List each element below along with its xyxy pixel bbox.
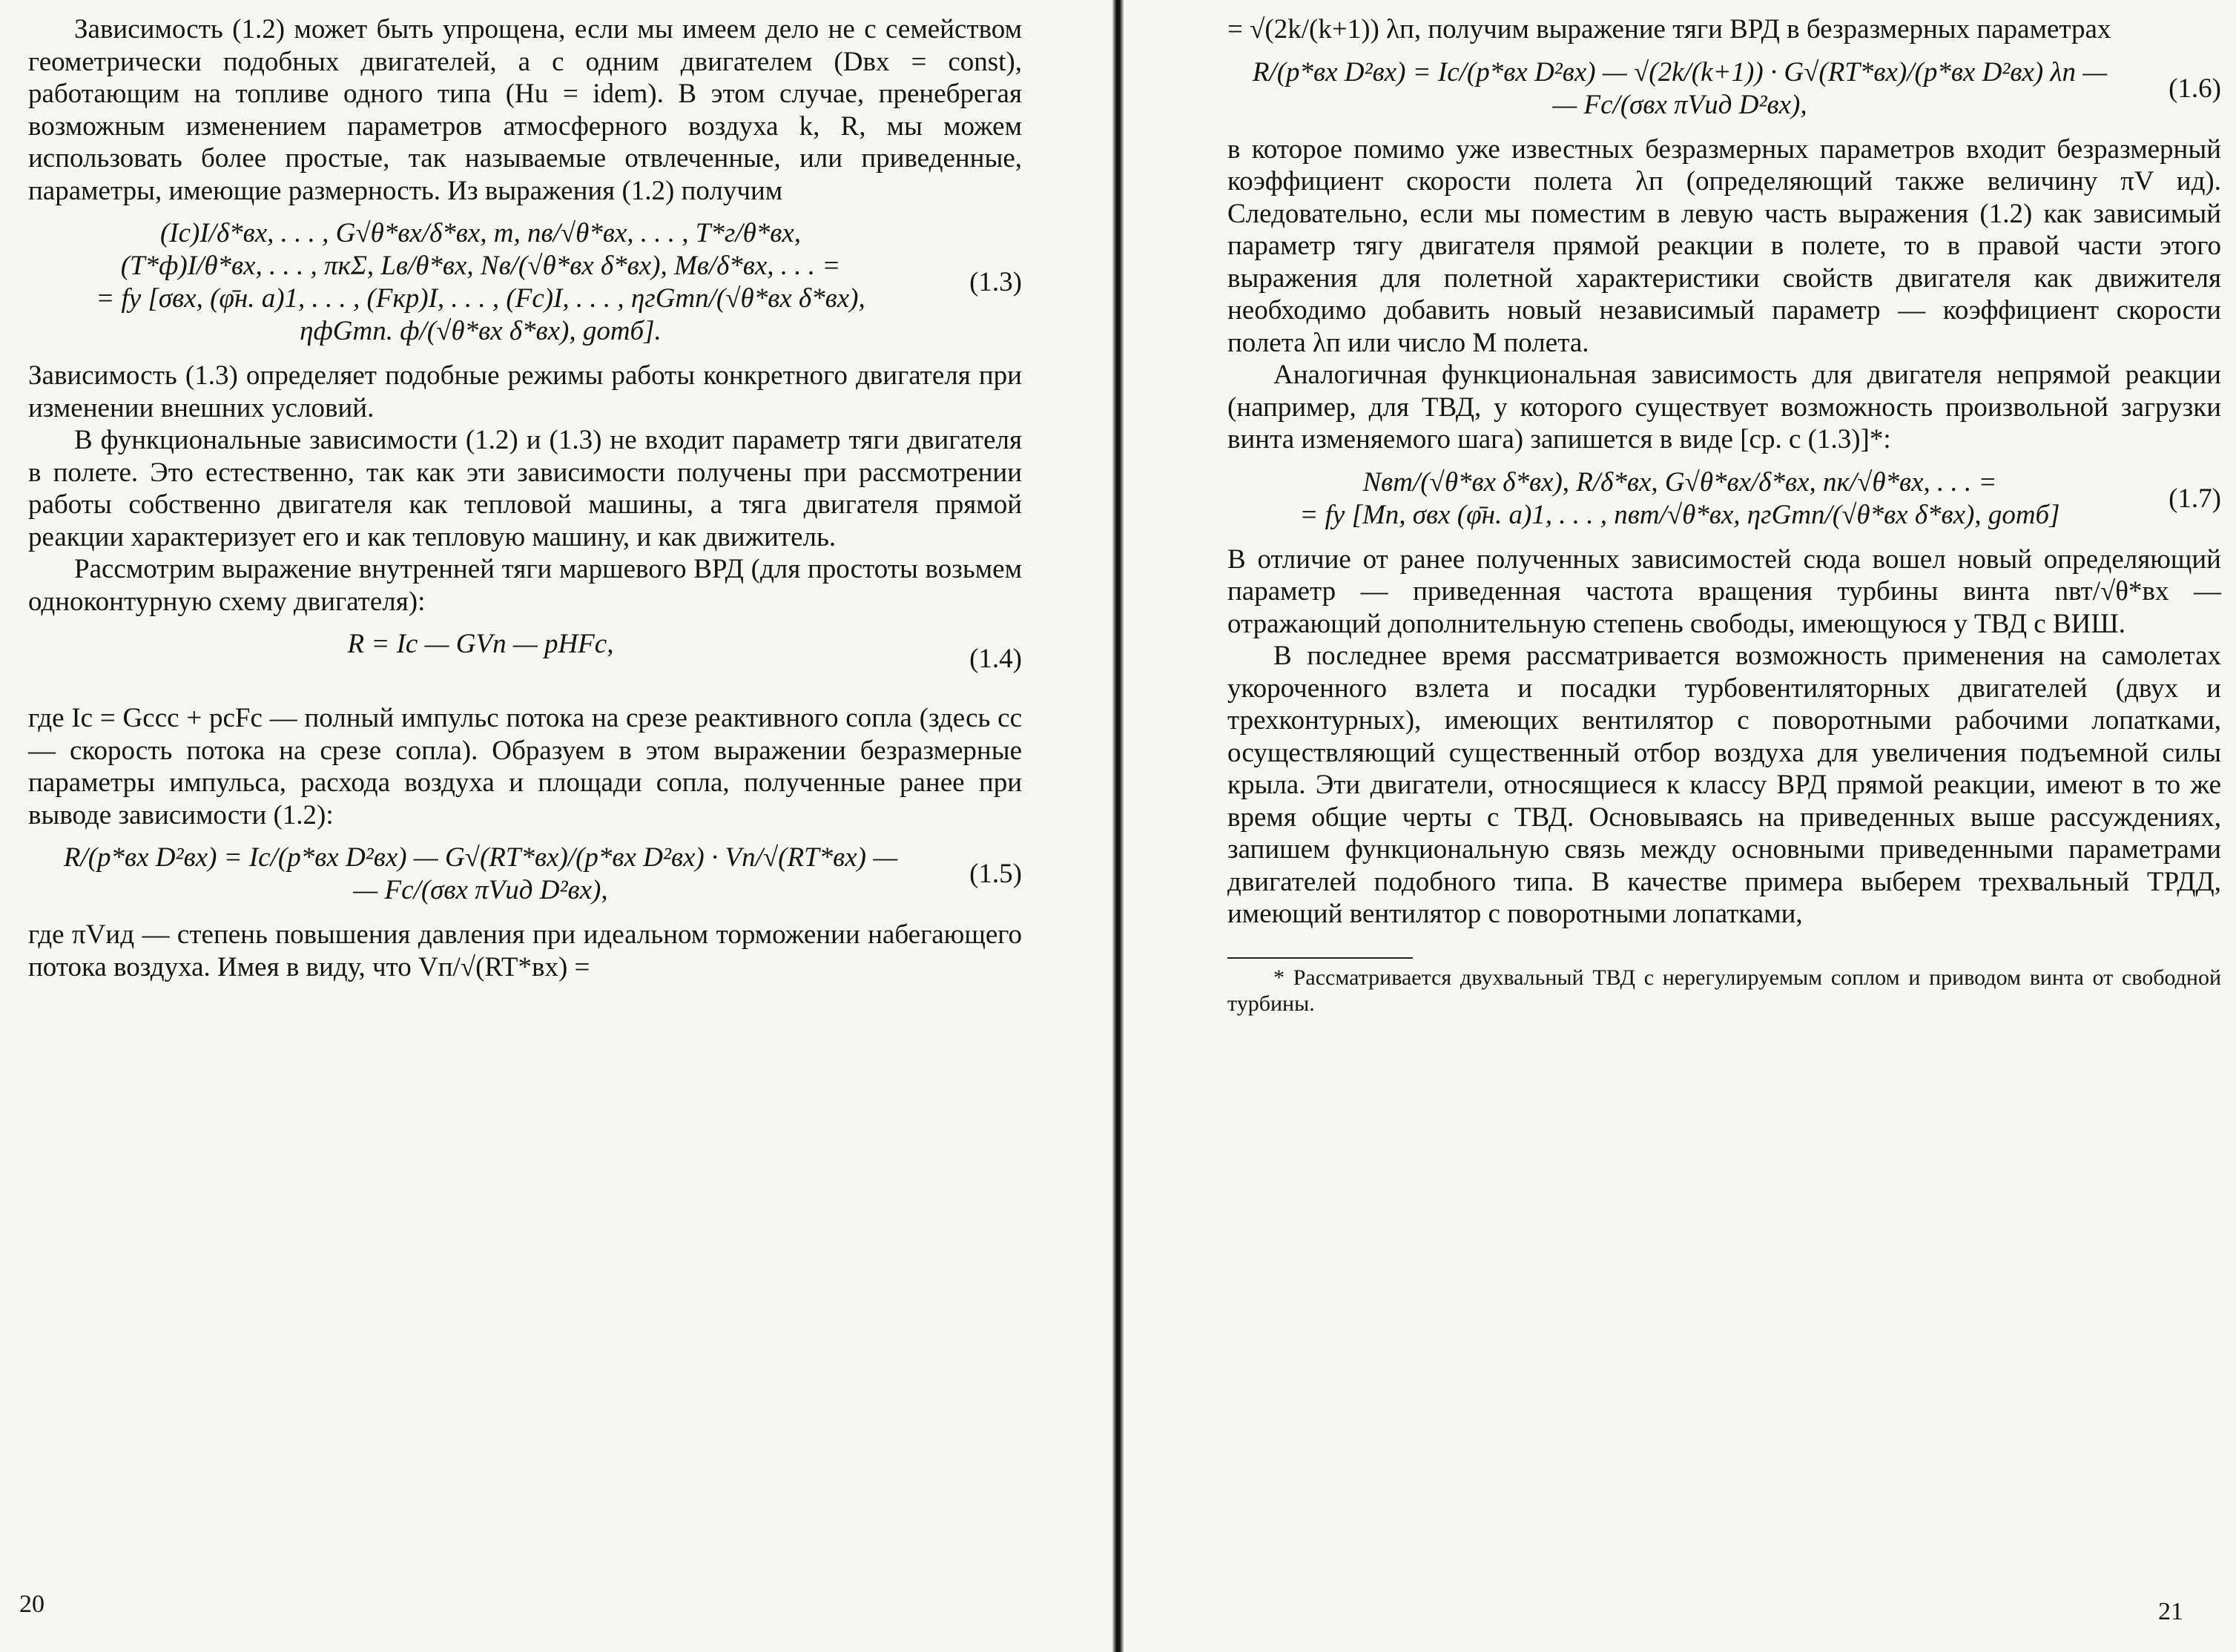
right-page-number: 21 <box>2158 1598 2183 1625</box>
equation-1-7-line-2: = fу [Mп, σвх (φ̄н. а)1, . . . , nвт/√θ*вх, ηгGтп/(√θ*вх δ*вх), gотб] <box>1299 499 2060 530</box>
equation-1-7-number: (1.7) <box>2169 483 2221 514</box>
left-paragraph-6: где πVид — степень повышения давления при идеальном торможении набегающего потока воздуха. Имея в виду, что Vп/√(RT*вх) = <box>28 919 1022 982</box>
equation-1-3-line-3: = fу [σвх, (φ̄н. а)1, . . . , (Fкр)I, . . . , (Fс)I, . . . , ηгGтп/(√θ*вх δ*вх), <box>96 283 865 314</box>
equation-1-4-number: (1.4) <box>969 644 1022 674</box>
right-paragraph-1: = √(2k/(k+1)) λп, получим выражение тяги ВРД в безразмерных параметрах <box>1227 14 2111 44</box>
left-paragraph-3: В функциональные зависимости (1.2) и (1.3) не входит параметр тяги двигателя в полете. Это естественно, так как эти зависимости получены при рассмотрении работы собственно двигателя как тепловой машины, а тяга двигателя прямой реакции характеризует его и как тепловую машину, и как движитель. <box>28 425 1022 552</box>
equation-1-3-number: (1.3) <box>969 267 1022 297</box>
right-paragraph-5: В последнее время рассматривается возможность применения на самолетах укороченного взлета и посадки турбовентиляторных двигателей (двух и трехконтурных), имеющих вентилятор с поворотными рабочими лопатками, осуществляющий существенный отбор воздуха для увеличения подъемной силы крыла. Эти двигатели, относящиеся к классу ВРД прямой реакции, имеют в то же время общие черты с ТВД. Основываясь на приведенных выше рассуждениях, запишем функциональную связь между основными приведенными параметрами двигателей подобного типа. В качестве примера выберем трехвальный ТРДД, имеющий вентилятор с поворотными лопатками, <box>1227 641 2221 929</box>
equation-1-3-line-4: ηфGтп. ф/(√θ*вх δ*вх), gотб]. <box>300 316 662 346</box>
left-paragraph-1: Зависимость (1.2) может быть упрощена, если мы имеем дело не с семейством геометрически подобных двигателей, а с одним двигателем (Dвх = const), работающим на топливе одного типа (Hu = idem). В этом случае, пренебрегая возможным изменением параметров атмосферного воздуха k, R, мы можем использовать более простые, так называемые отвлеченные, или приведенные, параметры, имеющие размерность. Из выражения (1.2) получим <box>28 14 1022 206</box>
left-paragraph-4: Рассмотрим выражение внутренней тяги маршевого ВРД (для простоты возьмем одноконтурную схему двигателя): <box>28 554 1022 617</box>
equation-1-4-body: R = Iс — GVп — pHFс, <box>347 629 614 659</box>
right-column <box>1227 13 2221 1017</box>
book-gutter <box>1112 0 1124 1652</box>
right-paragraph-3: Аналогичная функциональная зависимость для двигателя непрямой реакции (например, для ТВД, у которого существует возможность произвольной загрузки винта изменяемого шага) запишется в виде [ср. с (1.3)]*: <box>1227 360 2221 455</box>
equation-1-3-line-1: (Iс)I/δ*вх, . . . , G√θ*вх/δ*вх, m, nв/√θ*вх, . . . , T*г/θ*вх, <box>159 218 802 248</box>
equation-1-5 <box>28 842 1022 907</box>
equation-1-7 <box>1227 466 2221 532</box>
equation-1-3-line-2: (T*ф)I/θ*вх, . . . , πкΣ, Lв/θ*вх, Nв/(√θ*вх δ*вх), Mв/δ*вх, . . . = <box>120 251 841 281</box>
left-column <box>28 13 1022 983</box>
left-paragraph-2: Зависимость (1.3) определяет подобные режимы работы конкретного двигателя при изменении внешних условий. <box>28 360 1022 423</box>
equation-1-5-line-2: — Fс/(σвх πVид D²вх), <box>353 875 608 905</box>
equation-1-4 <box>28 628 1022 690</box>
equation-1-5-line-1: R/(p*вх D²вх) = Iс/(p*вх D²вх) — G√(RT*вх)/(p*вх D²вх) · Vп/√(RT*вх) — <box>63 842 898 873</box>
footnote: * Рассматривается двухвальный ТВД с нерегулируемым соплом и приводом винта от свободной турбины. <box>1227 965 2221 1016</box>
equation-1-3 <box>28 217 1022 348</box>
left-paragraph-5: где Iс = Gсcс + pсFс — полный импульс потока на срезе реактивного сопла (здесь cс — скорость потока на срезе сопла). Образуем в этом выражении безразмерные параметры импульса, расхода воздуха и площади сопла, полученные ранее при выводе зависимости (1.2): <box>28 703 1022 830</box>
footnote-rule <box>1227 957 1413 959</box>
equation-1-6-line-2: — Fс/(σвх πVид D²вх), <box>1552 89 1807 120</box>
right-paragraph-2: в которое помимо уже известных безразмерных параметров входит безразмерный коэффициент скорости полета λп (определяющий также величину πV ид). Следовательно, если мы поместим в левую часть выражения (1.2) как зависимый параметр тягу двигателя прямой реакции в полете, то в правой части этого выражения для полетной характеристики свойств двигателя как движителя необходимо добавить новый независимый параметр — коэффициент скорости полета λп или число М полета. <box>1227 133 2221 358</box>
equation-1-5-number: (1.5) <box>969 859 1022 889</box>
right-paragraph-4: В отличие от ранее полученных зависимостей сюда вошел новый определяющий параметр — приведенная частота вращения турбины винта nвт/√θ*вх — отражающий дополнительную степень свободы, имеющуюся у ТВД с ВИШ. <box>1227 543 2221 639</box>
equation-1-6 <box>1227 56 2221 122</box>
equation-1-7-line-1: Nвт/(√θ*вх δ*вх), R/δ*вх, G√θ*вх/δ*вх, nк/√θ*вх, . . . = <box>1362 466 1997 498</box>
left-page <box>0 0 1112 1652</box>
equation-1-6-line-1: R/(p*вх D²вх) = Iс/(p*вх D²вх) — √(2k/(k+1)) · G√(RT*вх)/(p*вх D²вх) λп — <box>1252 56 2108 87</box>
left-page-number: 20 <box>19 1590 44 1618</box>
equation-1-6-number: (1.6) <box>2169 73 2221 104</box>
right-page <box>1124 0 2236 1652</box>
